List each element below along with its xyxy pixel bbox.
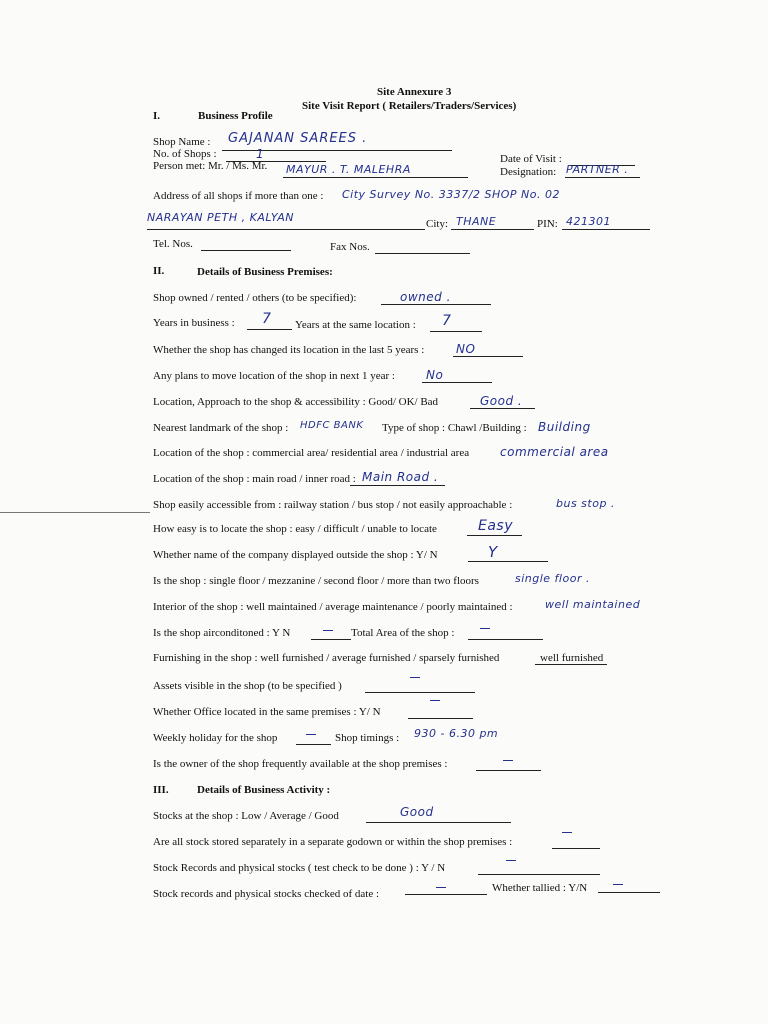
activity-row-line — [478, 874, 600, 875]
designation-line — [565, 177, 640, 178]
address-line-2-line — [147, 229, 425, 230]
premises-row-label: Shop owned / rented / others (to be specified): — [153, 292, 357, 304]
premises-row-value: No — [426, 368, 444, 382]
premises-row-value — [430, 700, 440, 701]
premises-row-value — [306, 734, 316, 735]
premises-row-value: well maintained — [545, 598, 641, 611]
person-met-value: MAYUR . T. MALEHRA — [286, 163, 411, 176]
premises-row-value: well furnished — [540, 652, 604, 664]
premises-row-value: owned . — [400, 290, 451, 304]
premises-row-value: Building — [538, 420, 591, 434]
premises-row-label: Weekly holiday for the shop — [153, 732, 278, 744]
designation-value: PARTNER . — [566, 163, 629, 176]
section-1-title: Business Profile — [198, 110, 273, 122]
premises-row-line — [365, 692, 475, 693]
section-2-number: II. — [153, 265, 165, 277]
activity-row-value — [562, 832, 572, 833]
no-of-shops-value: 1 — [256, 147, 265, 161]
premises-row-line — [247, 329, 292, 330]
activity-row-line — [366, 822, 511, 823]
premises-row-line — [476, 770, 541, 771]
fax-line — [375, 253, 470, 254]
premises-row-value: 7 — [442, 313, 452, 329]
activity-row-line — [405, 894, 487, 895]
premises-row-line — [408, 718, 473, 719]
person-met-label: Person met: Mr. / Ms. Mr. — [153, 160, 268, 172]
premises-row-label: Location of the shop : main road / inner road : — [153, 473, 356, 485]
activity-row-line — [552, 848, 600, 849]
premises-row-label: Nearest landmark of the shop : — [153, 422, 289, 434]
shop-name-value: GAJANAN SAREES . — [228, 131, 368, 146]
premises-row-line — [350, 485, 445, 486]
no-of-shops-label: No. of Shops : — [153, 148, 217, 160]
premises-row-line — [422, 382, 492, 383]
premises-row-label: Years at the same location : — [295, 319, 416, 331]
fax-label: Fax Nos. — [330, 241, 370, 253]
activity-row-label: Are all stock stored separately in a separate godown or within the shop premises : — [153, 836, 513, 848]
premises-row-label: Location, Approach to the shop & accessibility : Good/ OK/ Bad — [153, 396, 439, 408]
premises-row-label: Whether Office located in the same premises : Y/ N — [153, 706, 381, 718]
premises-row-label: Years in business : — [153, 317, 235, 329]
premises-row-label: Location of the shop : commercial area/ residential area / industrial area — [153, 447, 470, 459]
tel-line — [201, 250, 291, 251]
activity-row-label: Whether tallied : Y/N — [492, 882, 588, 894]
premises-row-value: bus stop . — [556, 497, 615, 510]
section-3-title: Details of Business Activity : — [197, 784, 331, 796]
premises-row-label: Any plans to move location of the shop in next 1 year : — [153, 370, 395, 382]
premises-row-label: How easy is to locate the shop : easy / difficult / unable to locate — [153, 523, 437, 535]
activity-row-value — [436, 887, 446, 888]
annexure-title: Site Annexure 3 — [377, 86, 452, 98]
activity-row-value — [613, 884, 623, 885]
premises-row-line — [430, 331, 482, 332]
designation-label: Designation: — [500, 166, 557, 178]
premises-row-label: Whether name of the company displayed outside the shop : Y/ N — [153, 549, 438, 561]
premises-row-label: Furnishing in the shop : well furnished / average furnished / sparsely furnished — [153, 652, 500, 664]
premises-row-line — [535, 664, 607, 665]
report-title: Site Visit Report ( Retailers/Traders/Services) — [302, 100, 517, 112]
premises-row-value: Easy — [478, 518, 514, 534]
city-line — [451, 229, 534, 230]
premises-row-line — [381, 304, 491, 305]
person-met-line — [283, 177, 468, 178]
address-line-2-value: NARAYAN PETH , KALYAN — [147, 211, 295, 224]
activity-row-line — [598, 892, 660, 893]
premises-row-line — [467, 535, 522, 536]
premises-row-value: NO — [456, 342, 476, 356]
activity-row-value — [506, 860, 516, 861]
activity-row-label: Stocks at the shop : Low / Average / Good — [153, 810, 339, 822]
premises-row-line — [311, 639, 351, 640]
pin-label: PIN: — [537, 218, 558, 230]
premises-row-value: commercial area — [500, 445, 609, 459]
premises-row-label: Interior of the shop : well maintained / average maintenance / poorly maintained : — [153, 601, 513, 613]
premises-row-line — [470, 408, 535, 409]
city-value: THANE — [456, 215, 497, 228]
date-of-visit-label: Date of Visit : — [500, 153, 562, 165]
section-1-number: I. — [153, 110, 161, 122]
address-label: Address of all shops if more than one : — [153, 190, 324, 202]
premises-row-value: HDFC BANK — [300, 420, 364, 431]
premises-row-label: Is the shop airconditoned : Y N — [153, 627, 291, 639]
premises-row-value: Good . — [480, 394, 523, 408]
city-label: City: — [426, 218, 449, 230]
premises-row-label: Total Area of the shop : — [351, 627, 455, 639]
activity-row-value: Good — [400, 805, 434, 819]
premises-row-label: Shop easily accessible from : railway station / bus stop / not easily approachable : — [153, 499, 513, 511]
premises-row-value: single floor . — [515, 572, 590, 585]
premises-row-label: Is the shop : single floor / mezzanine / second floor / more than two floors — [153, 575, 479, 587]
premises-row-line — [296, 744, 331, 745]
premises-row-value: 7 — [262, 311, 272, 327]
section-3-number: III. — [153, 784, 169, 796]
premises-row-value: Main Road . — [362, 470, 439, 484]
premises-row-value — [410, 677, 420, 678]
shop-name-label: Shop Name : — [153, 136, 211, 148]
premises-row-value — [323, 630, 333, 631]
premises-row-label: Is the owner of the shop frequently available at the shop premises : — [153, 758, 448, 770]
premises-row-value — [503, 760, 513, 761]
tel-label: Tel. Nos. — [153, 238, 193, 250]
premises-row-label: Whether the shop has changed its location in the last 5 years : — [153, 344, 425, 356]
premises-row-line — [468, 639, 543, 640]
activity-row-label: Stock records and physical stocks checked of date : — [153, 888, 380, 900]
premises-row-label: Assets visible in the shop (to be specified ) — [153, 680, 342, 692]
address-line-1-value: City Survey No. 3337/2 SHOP No. 02 — [342, 188, 560, 201]
premises-row-label: Shop timings : — [335, 732, 400, 744]
premises-row-line — [453, 356, 523, 357]
activity-row-label: Stock Records and physical stocks ( test check to be done ) : Y / N — [153, 862, 446, 874]
section-2-title: Details of Business Premises: — [197, 266, 333, 278]
pin-line — [562, 229, 650, 230]
premises-row-value: 930 - 6.30 pm — [414, 727, 499, 740]
scan-artifact-line — [0, 512, 150, 513]
premises-row-label: Type of shop : Chawl /Building : — [382, 422, 527, 434]
premises-row-value — [480, 628, 490, 629]
pin-value: 421301 — [566, 215, 611, 228]
premises-row-value: Y — [488, 543, 498, 561]
premises-row-line — [468, 561, 548, 562]
